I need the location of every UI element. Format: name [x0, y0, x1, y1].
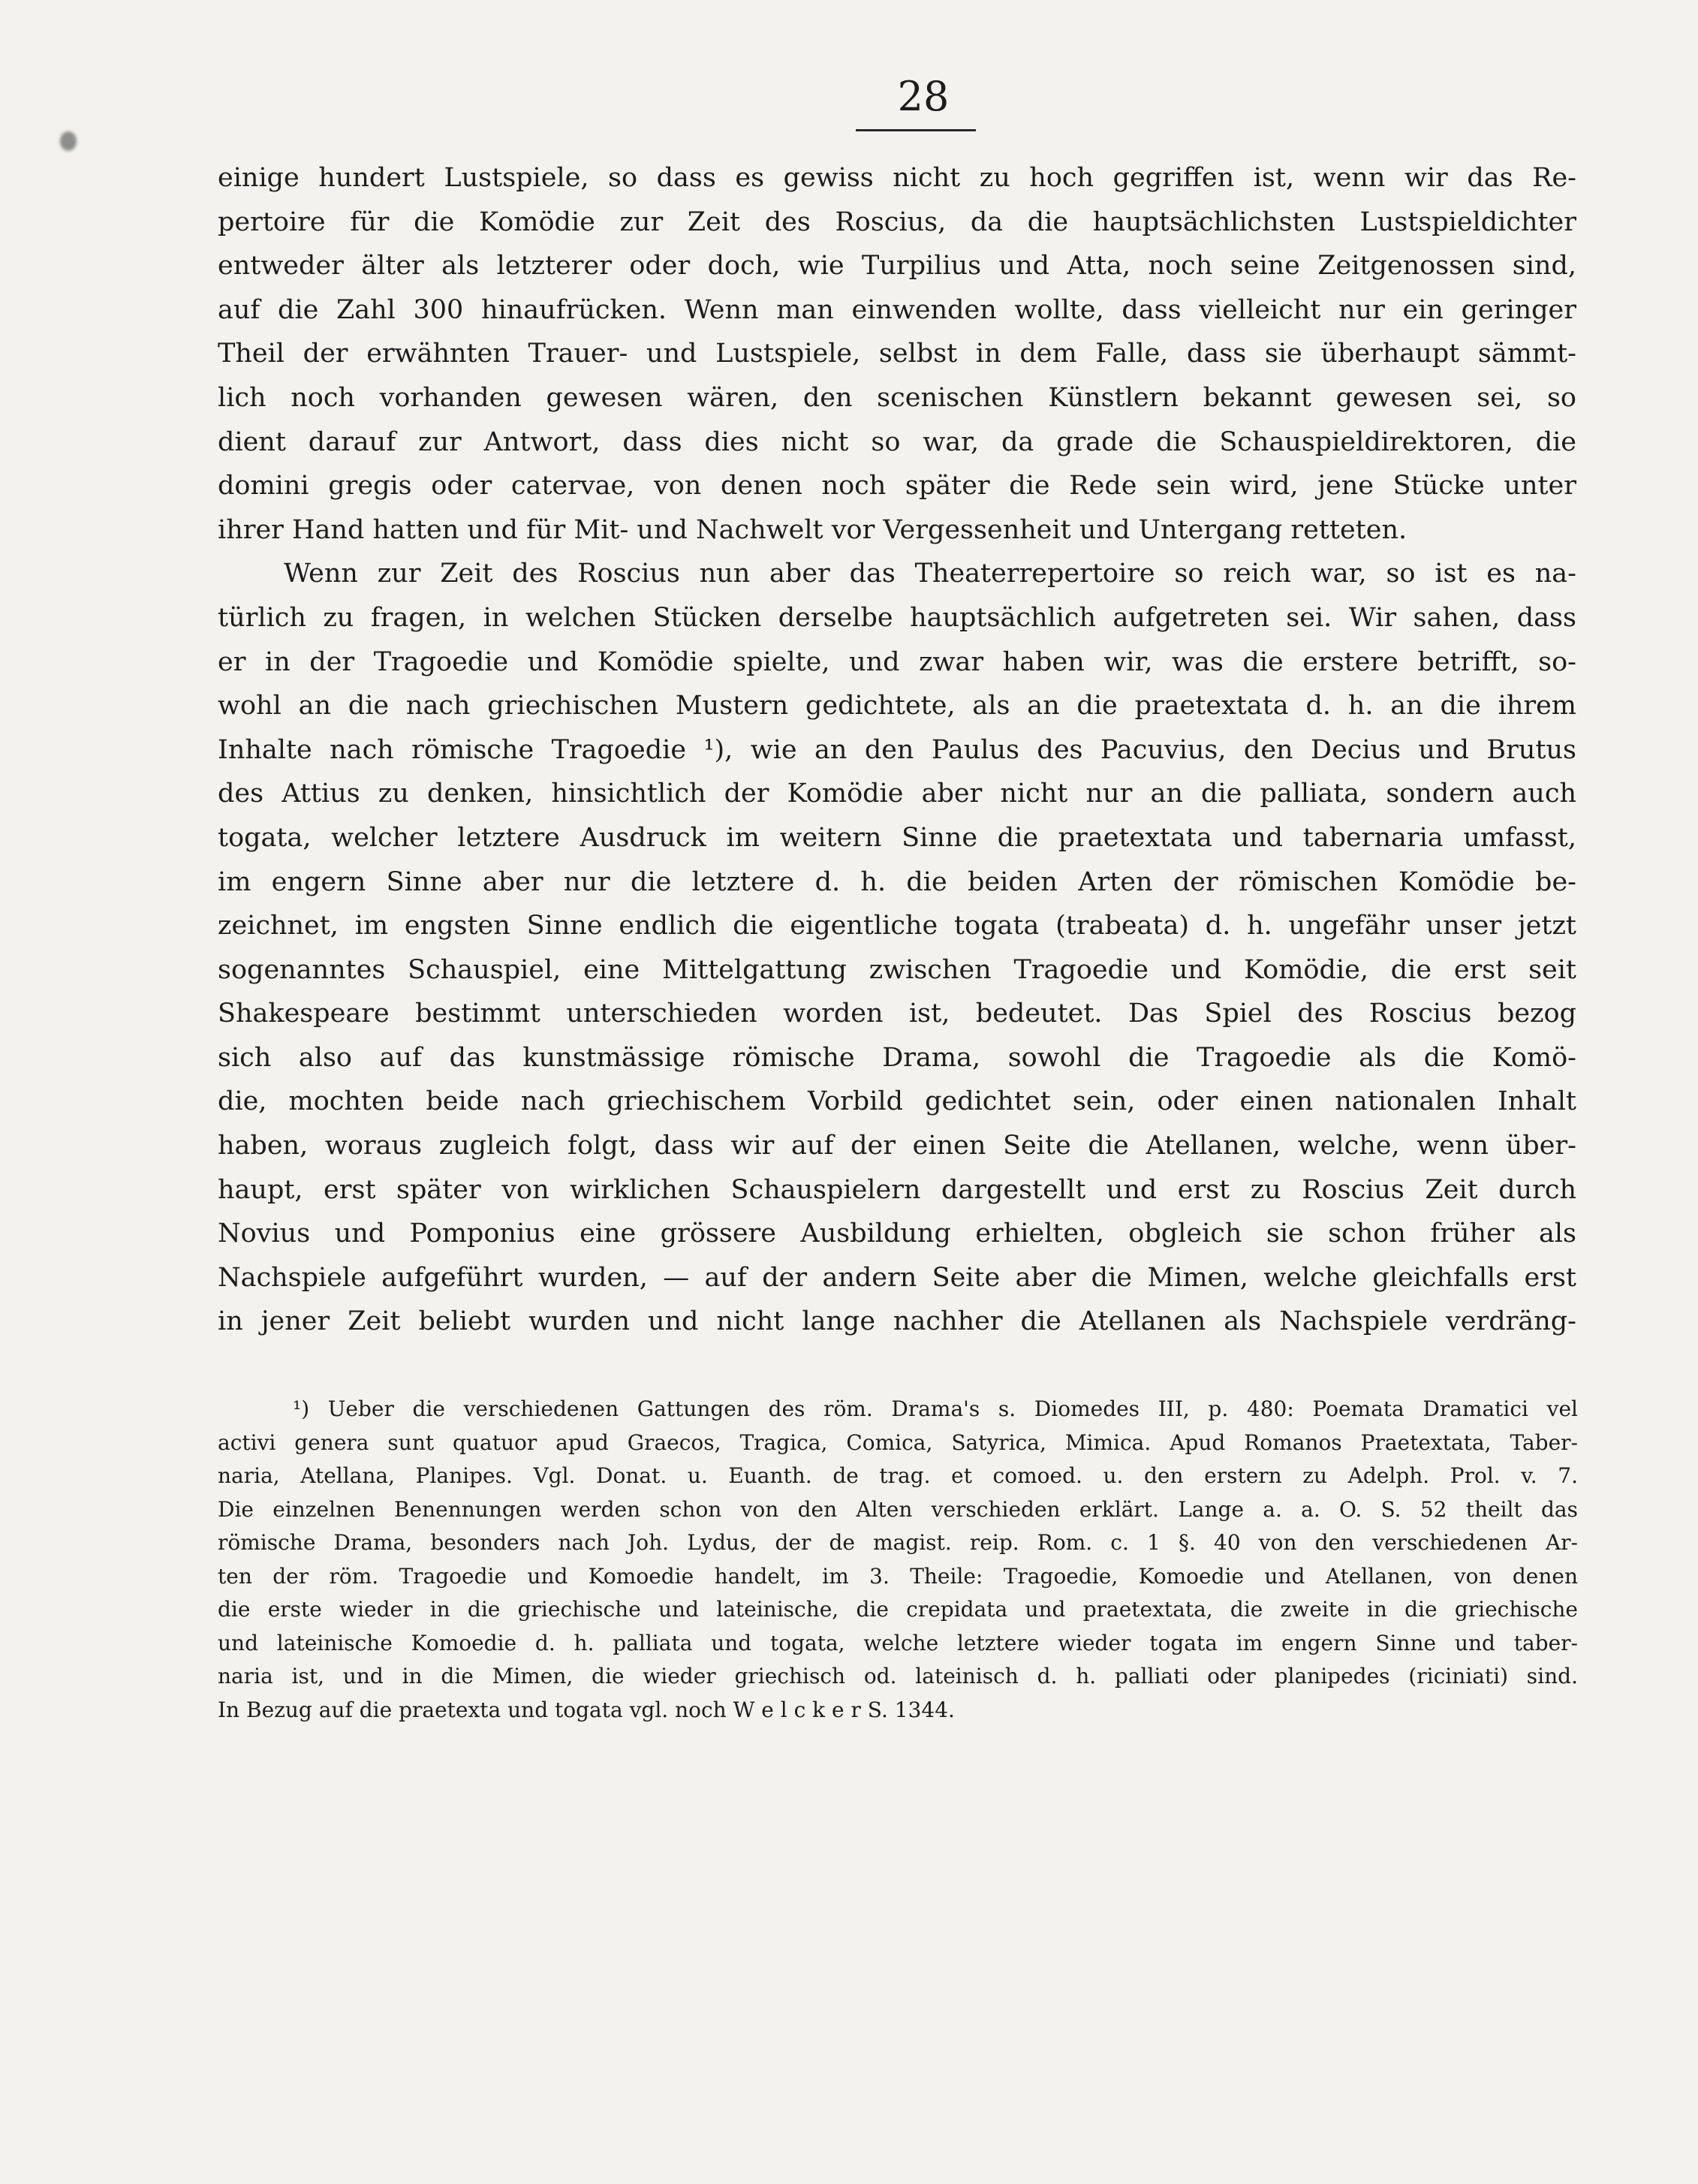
- body-text-line: einige hundert Lustspiele, so dass es gewiss nicht zu hoch gegriffen ist, wenn wir das Re-: [218, 163, 1576, 193]
- footnote-line: ten der röm. Tragoedie und Komoedie handelt, im 3. Theile: Tragoedie, Komoedie und Atellanen, von denen: [218, 1563, 1578, 1589]
- body-text-line: auf die Zahl 300 hinaufrücken. Wenn man einwenden wollte, dass vielleicht nur ein geringer: [218, 294, 1576, 325]
- body-text-line: er in der Tragoedie und Komödie spielte, und zwar haben wir, was die erstere betrifft, so-: [218, 646, 1576, 677]
- body-text-line: in jener Zeit beliebt wurden und nicht lange nachher die Atellanen als Nachspiele verdräng-: [218, 1306, 1576, 1337]
- body-text-line: Inhalte nach römische Tragoedie ¹), wie an den Paulus des Pacuvius, den Decius und Brutus: [218, 734, 1576, 765]
- body-text-line: ihrer Hand hatten und für Mit- und Nachwelt vor Vergessenheit und Untergang retteten.: [218, 514, 1407, 545]
- footnote-line: naria, Atellana, Planipes. Vgl. Donat. u. Euanth. de trag. et comoed. u. den erstern zu Adelph. Prol. v. 7.: [218, 1463, 1578, 1488]
- body-text-line: wohl an die nach griechischen Mustern gedichtete, als an die praetextata d. h. an die ihrem: [218, 691, 1576, 721]
- body-text-line: domini gregis oder catervae, von denen noch später die Rede sein wird, jene Stücke unter: [218, 471, 1576, 502]
- body-text-line: entweder älter als letzterer oder doch, wie Turpilius und Atta, noch seine Zeitgenossen sind,: [218, 251, 1576, 282]
- body-text-line: türlich zu fragen, in welchen Stücken derselbe hauptsächlich aufgetreten sei. Wir sahen, dass: [218, 602, 1576, 633]
- footnote-line: naria ist, und in die Mimen, die wieder griechisch od. lateinisch d. h. palliati oder planipedes (riciniati) sind.: [218, 1664, 1578, 1688]
- footnote-line: die erste wieder in die griechische und lateinische, die crepidata und praetextata, die zweite in die griechische: [218, 1597, 1578, 1622]
- body-text-line: die, mochten beide nach griechischem Vorbild gedichtet sein, oder einen nationalen Inhalt: [218, 1086, 1576, 1117]
- body-text-line: zeichnet, im engsten Sinne endlich die eigentliche togata (trabeata) d. h. ungefähr unser jetzt: [218, 911, 1576, 941]
- body-text-line: im engern Sinne aber nur die letztere d. h. die beiden Arten der römischen Komödie be-: [218, 866, 1576, 897]
- footnote-line: Die einzelnen Benennungen werden schon von den Alten verschieden erklärt. Lange a. a. O. S. 52 theilt das: [218, 1496, 1578, 1522]
- footnotes: [218, 1393, 1578, 1727]
- body-text-line: Shakespeare bestimmt unterschieden worden ist, bedeutet. Das Spiel des Roscius bezog: [218, 999, 1576, 1029]
- body-text-line: des Attius zu denken, hinsichtlich der Komödie aber nicht nur an die palliata, sondern auch: [218, 779, 1576, 809]
- body-text-line: Wenn zur Zeit des Roscius nun aber das Theaterrepertoire so reich war, so ist es na-: [284, 559, 1576, 589]
- body-text-line: sogenanntes Schauspiel, eine Mittelgattung zwischen Tragoedie und Komödie, die erst seit: [218, 954, 1576, 985]
- body-text-line: lich noch vorhanden gewesen wären, den scenischen Künstlern bekannt gewesen sei, so: [218, 382, 1576, 413]
- footnote-line: ¹) Ueber die verschiedenen Gattungen des röm. Drama's s. Diomedes III, p. 480: Poemata Dramatici vel: [293, 1396, 1578, 1421]
- body-text-line: Nachspiele aufgeführt wurden, — auf der andern Seite aber die Mimen, welche gleichfalls erst: [218, 1262, 1576, 1293]
- body-text-line: sich also auf das kunstmässige römische Drama, sowohl die Tragoedie als die Komö-: [218, 1042, 1576, 1073]
- page-number-underline: [856, 129, 976, 131]
- body-text-line: Theil der erwähnten Trauer- und Lustspiele, selbst in dem Falle, dass sie überhaupt sämmt-: [218, 339, 1576, 369]
- footnote-line: In Bezug auf die praetexta und togata vgl. noch W e l c k e r S. 1344.: [218, 1697, 955, 1722]
- scan-dust-spot: [60, 131, 77, 151]
- body-text-line: dient darauf zur Antwort, dass dies nicht so war, da grade die Schauspieldirektoren, die: [218, 426, 1576, 457]
- body-text-line: haben, woraus zugleich folgt, dass wir auf der einen Seite die Atellanen, welche, wenn über-: [218, 1131, 1576, 1161]
- footnote-line: und lateinische Komoedie d. h. palliata und togata, welche letztere wieder togata im engern Sinne und taber-: [218, 1630, 1578, 1655]
- footnote-line: activi genera sunt quatuor apud Graecos, Tragica, Comica, Satyrica, Mimica. Apud Romanos Praetextata, Taber-: [218, 1429, 1578, 1455]
- body-text-line: togata, welcher letztere Ausdruck im weitern Sinne die praetextata und tabernaria umfasst,: [218, 822, 1576, 853]
- main-text: [218, 156, 1576, 1344]
- body-text-line: Novius und Pomponius eine grössere Ausbildung erhielten, obgleich sie schon früher als: [218, 1219, 1576, 1249]
- body-text-line: pertoire für die Komödie zur Zeit des Roscius, da die hauptsächlichsten Lustspieldichter: [218, 206, 1576, 237]
- footnote-line: römische Drama, besonders nach Joh. Lydus, der de magist. reip. Rom. c. 1 §. 40 von den verschiedenen Ar-: [218, 1530, 1578, 1555]
- page-number: 28: [897, 73, 950, 120]
- body-text-line: haupt, erst später von wirklichen Schauspielern dargestellt und erst zu Roscius Zeit durch: [218, 1174, 1576, 1205]
